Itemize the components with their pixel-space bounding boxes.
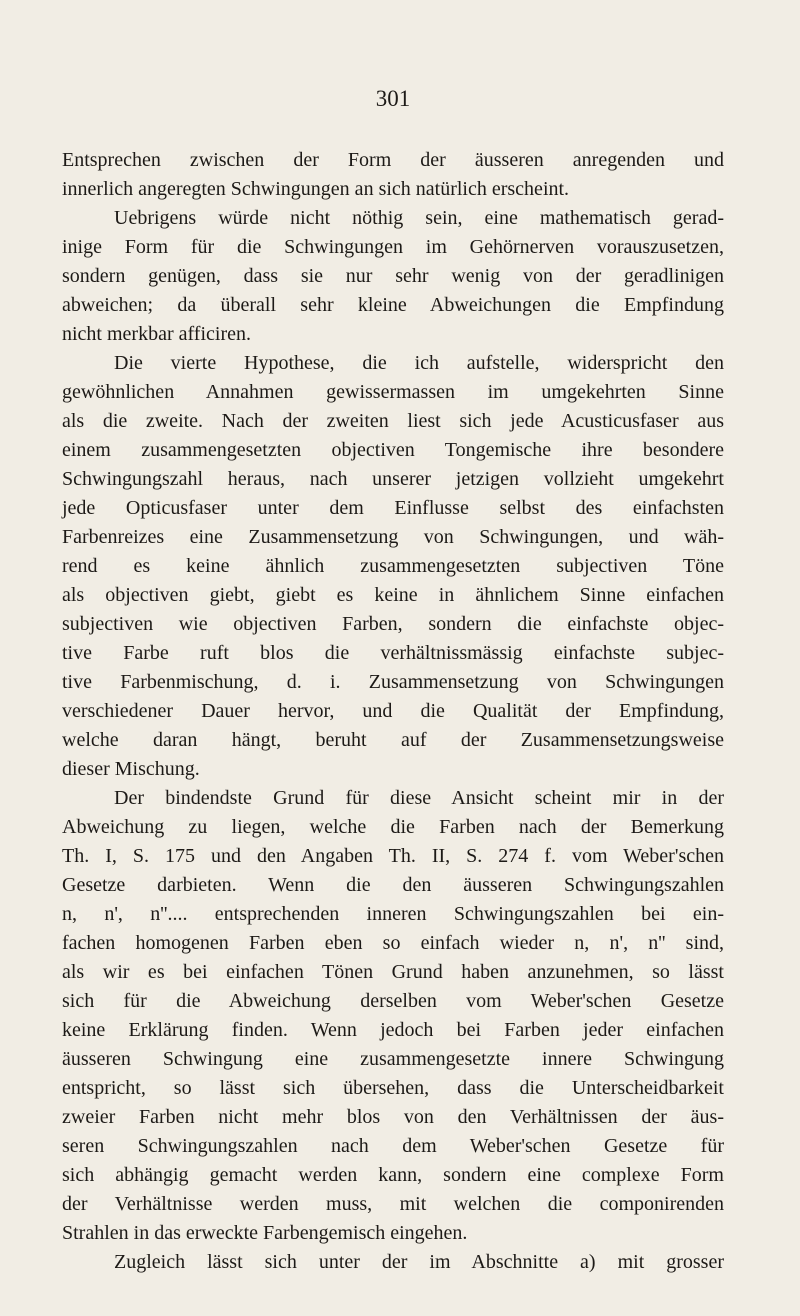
- text-line: Schwingungszahl heraus, nach unserer jetzigen vollzieht umgekehrt: [62, 468, 724, 490]
- text-line: abweichen; da überall sehr kleine Abweichungen die Empfindung: [62, 294, 724, 316]
- page-number: 301: [375, 86, 411, 111]
- text-line: Uebrigens würde nicht nöthig sein, eine mathematisch gerad-: [114, 207, 724, 229]
- text-line: fachen homogenen Farben eben so einfach wieder n, n', n'' sind,: [62, 932, 724, 954]
- text-line: entspricht, so lässt sich übersehen, dass die Unterscheidbarkeit: [62, 1077, 724, 1099]
- text-line: seren Schwingungszahlen nach dem Weber'schen Gesetze für: [62, 1135, 724, 1157]
- text-line: Gesetze darbieten. Wenn die den äusseren Schwingungszahlen: [62, 874, 724, 896]
- text-line: rend es keine ähnlich zusammengesetzten subjectiven Töne: [62, 555, 724, 577]
- text-line: Strahlen in das erweckte Farbengemisch eingehen.: [62, 1222, 468, 1244]
- text-line: sich für die Abweichung derselben vom Weber'schen Gesetze: [62, 990, 724, 1012]
- text-line: der Verhältnisse werden muss, mit welchen die componirenden: [62, 1193, 724, 1215]
- text-line: äusseren Schwingung eine zusammengesetzte innere Schwingung: [62, 1048, 724, 1070]
- text-line: zweier Farben nicht mehr blos von den Verhältnissen der äus-: [62, 1106, 724, 1128]
- text-line: sondern genügen, dass sie nur sehr wenig von der geradlinigen: [62, 265, 724, 287]
- text-line: dieser Mischung.: [62, 758, 200, 780]
- text-line: tive Farbe ruft blos die verhältnissmässig einfachste subjec-: [62, 642, 724, 664]
- text-line: Farbenreizes eine Zusammensetzung von Schwingungen, und wäh-: [62, 526, 724, 548]
- text-line: subjectiven wie objectiven Farben, sondern die einfachste objec-: [62, 613, 724, 635]
- text-line: nicht merkbar afficiren.: [62, 323, 251, 345]
- text-line: jede Opticusfaser unter dem Einflusse selbst des einfachsten: [62, 497, 724, 519]
- body-text: [62, 146, 724, 1277]
- text-line: Abweichung zu liegen, welche die Farben nach der Bemerkung: [62, 816, 724, 838]
- text-line: welche daran hängt, beruht auf der Zusammensetzungsweise: [62, 729, 724, 751]
- text-line: als objectiven giebt, giebt es keine in ähnlichem Sinne einfachen: [62, 584, 724, 606]
- text-line: Th. I, S. 175 und den Angaben Th. II, S. 274 f. vom Weber'schen: [62, 845, 724, 867]
- text-line: Zugleich lässt sich unter der im Abschnitte a) mit grosser: [114, 1251, 724, 1273]
- text-line: Der bindendste Grund für diese Ansicht scheint mir in der: [114, 787, 724, 809]
- text-line: einem zusammengesetzten objectiven Tongemische ihre besondere: [62, 439, 724, 461]
- text-line: tive Farbenmischung, d. i. Zusammensetzung von Schwingungen: [62, 671, 724, 693]
- text-line: n, n', n''.... entsprechenden inneren Schwingungszahlen bei ein-: [62, 903, 724, 925]
- text-line: Die vierte Hypothese, die ich aufstelle, widerspricht den: [114, 352, 724, 374]
- text-line: inige Form für die Schwingungen im Gehörnerven vorauszusetzen,: [62, 236, 724, 258]
- text-line: keine Erklärung finden. Wenn jedoch bei Farben jeder einfachen: [62, 1019, 724, 1041]
- text-line: als die zweite. Nach der zweiten liest sich jede Acusticusfaser aus: [62, 410, 724, 432]
- text-line: sich abhängig gemacht werden kann, sondern eine complexe Form: [62, 1164, 724, 1186]
- text-line: innerlich angeregten Schwingungen an sich natürlich erscheint.: [62, 178, 570, 200]
- text-line: als wir es bei einfachen Tönen Grund haben anzunehmen, so lässt: [62, 961, 724, 983]
- text-line: gewöhnlichen Annahmen gewissermassen im umgekehrten Sinne: [62, 381, 724, 403]
- text-line: Entsprechen zwischen der Form der äusseren anregenden und: [62, 149, 724, 171]
- text-line: verschiedener Dauer hervor, und die Qualität der Empfindung,: [62, 700, 724, 722]
